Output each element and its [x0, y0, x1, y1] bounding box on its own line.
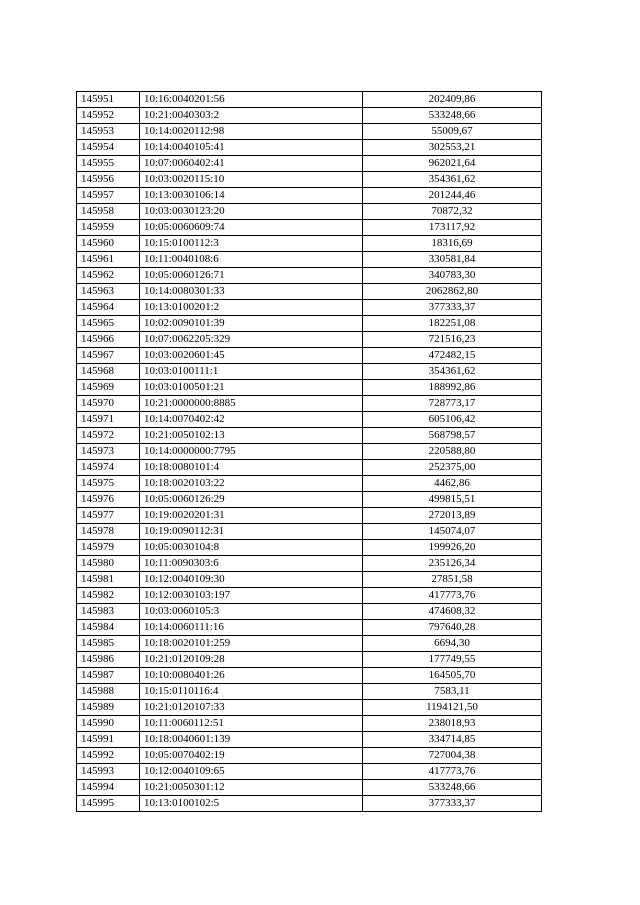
record-id-cell: 145966 — [77, 332, 140, 348]
record-id-cell: 145992 — [77, 748, 140, 764]
cadastral-number-cell: 10:15:0110116:4 — [140, 684, 363, 700]
cadastral-number-cell: 10:11:0040108:6 — [140, 252, 363, 268]
cadastral-number-cell: 10:12:0040109:65 — [140, 764, 363, 780]
cadastral-number-cell: 10:15:0100112:3 — [140, 236, 363, 252]
amount-cell: 164505,70 — [363, 668, 542, 684]
record-id-cell: 145960 — [77, 236, 140, 252]
cadastral-number-cell: 10:11:0090303:6 — [140, 556, 363, 572]
record-id-cell: 145974 — [77, 460, 140, 476]
table-row — [77, 380, 542, 396]
amount-cell: 330581,84 — [363, 252, 542, 268]
cadastral-number-cell: 10:05:0030104:8 — [140, 540, 363, 556]
record-id-cell: 145969 — [77, 380, 140, 396]
record-id-cell: 145968 — [77, 364, 140, 380]
cadastral-number-cell: 10:13:0100201:2 — [140, 300, 363, 316]
table-row — [77, 620, 542, 636]
record-id-cell: 145962 — [77, 268, 140, 284]
record-id-cell: 145956 — [77, 172, 140, 188]
table-row — [77, 300, 542, 316]
record-id-cell: 145982 — [77, 588, 140, 604]
amount-cell: 7583,11 — [363, 684, 542, 700]
record-id-cell: 145972 — [77, 428, 140, 444]
cadastral-number-cell: 10:10:0080401:26 — [140, 668, 363, 684]
table-row — [77, 412, 542, 428]
record-id-cell: 145978 — [77, 524, 140, 540]
amount-cell: 340783,30 — [363, 268, 542, 284]
record-id-cell: 145973 — [77, 444, 140, 460]
record-id-cell: 145994 — [77, 780, 140, 796]
table-row — [77, 604, 542, 620]
amount-cell: 18316,69 — [363, 236, 542, 252]
record-id-cell: 145980 — [77, 556, 140, 572]
records-table — [76, 91, 542, 812]
record-id-cell: 145985 — [77, 636, 140, 652]
table-row — [77, 220, 542, 236]
table-row — [77, 524, 542, 540]
table-row — [77, 124, 542, 140]
amount-cell: 199926,20 — [363, 540, 542, 556]
amount-cell: 499815,51 — [363, 492, 542, 508]
amount-cell: 202409,86 — [363, 92, 542, 108]
cadastral-number-cell: 10:03:0030123:20 — [140, 204, 363, 220]
record-id-cell: 145984 — [77, 620, 140, 636]
table-row — [77, 236, 542, 252]
table-row — [77, 364, 542, 380]
cadastral-number-cell: 10:14:0040105:41 — [140, 140, 363, 156]
amount-cell: 238018,93 — [363, 716, 542, 732]
table-row — [77, 540, 542, 556]
cadastral-number-cell: 10:13:0030106:14 — [140, 188, 363, 204]
amount-cell: 417773,76 — [363, 764, 542, 780]
table-row — [77, 252, 542, 268]
amount-cell: 173117,92 — [363, 220, 542, 236]
table-row — [77, 108, 542, 124]
record-id-cell: 145971 — [77, 412, 140, 428]
cadastral-number-cell: 10:03:0100501:21 — [140, 380, 363, 396]
cadastral-number-cell: 10:16:0040201:56 — [140, 92, 363, 108]
amount-cell: 568798,57 — [363, 428, 542, 444]
record-id-cell: 145976 — [77, 492, 140, 508]
cadastral-number-cell: 10:03:0020115:10 — [140, 172, 363, 188]
cadastral-number-cell: 10:13:0100102:5 — [140, 796, 363, 812]
record-id-cell: 145970 — [77, 396, 140, 412]
record-id-cell: 145975 — [77, 476, 140, 492]
amount-cell: 70872,32 — [363, 204, 542, 220]
record-id-cell: 145959 — [77, 220, 140, 236]
table-row — [77, 172, 542, 188]
amount-cell: 533248,66 — [363, 780, 542, 796]
amount-cell: 177749,55 — [363, 652, 542, 668]
amount-cell: 27851,58 — [363, 572, 542, 588]
record-id-cell: 145963 — [77, 284, 140, 300]
cadastral-number-cell: 10:03:0060105:3 — [140, 604, 363, 620]
amount-cell: 472482,15 — [363, 348, 542, 364]
amount-cell: 797640,28 — [363, 620, 542, 636]
amount-cell: 417773,76 — [363, 588, 542, 604]
cadastral-number-cell: 10:03:0100111:1 — [140, 364, 363, 380]
table-row — [77, 716, 542, 732]
amount-cell: 302553,21 — [363, 140, 542, 156]
table-row — [77, 732, 542, 748]
table-row — [77, 140, 542, 156]
cadastral-number-cell: 10:14:0060111:16 — [140, 620, 363, 636]
cadastral-number-cell: 10:18:0040601:139 — [140, 732, 363, 748]
table-row — [77, 460, 542, 476]
cadastral-number-cell: 10:05:0060126:71 — [140, 268, 363, 284]
record-id-cell: 145988 — [77, 684, 140, 700]
amount-cell: 354361,62 — [363, 364, 542, 380]
amount-cell: 605106,42 — [363, 412, 542, 428]
cadastral-number-cell: 10:21:0120109:28 — [140, 652, 363, 668]
cadastral-number-cell: 10:07:0060402:41 — [140, 156, 363, 172]
table-row — [77, 92, 542, 108]
table-row — [77, 764, 542, 780]
cadastral-number-cell: 10:14:0000000:7795 — [140, 444, 363, 460]
cadastral-number-cell: 10:19:0090112:31 — [140, 524, 363, 540]
record-id-cell: 145955 — [77, 156, 140, 172]
table-row — [77, 156, 542, 172]
record-id-cell: 145961 — [77, 252, 140, 268]
amount-cell: 6694,30 — [363, 636, 542, 652]
cadastral-number-cell: 10:07:0062205:329 — [140, 332, 363, 348]
cadastral-number-cell: 10:18:0020101:259 — [140, 636, 363, 652]
table-row — [77, 556, 542, 572]
record-id-cell: 145954 — [77, 140, 140, 156]
record-id-cell: 145987 — [77, 668, 140, 684]
record-id-cell: 145979 — [77, 540, 140, 556]
cadastral-number-cell: 10:05:0060126:29 — [140, 492, 363, 508]
table-row — [77, 700, 542, 716]
table-row — [77, 204, 542, 220]
amount-cell: 2062862,80 — [363, 284, 542, 300]
table-row — [77, 332, 542, 348]
amount-cell: 188992,86 — [363, 380, 542, 396]
amount-cell: 377333,37 — [363, 796, 542, 812]
cadastral-number-cell: 10:03:0020601:45 — [140, 348, 363, 364]
cadastral-number-cell: 10:21:0000000:8885 — [140, 396, 363, 412]
cadastral-number-cell: 10:05:0060609:74 — [140, 220, 363, 236]
cadastral-number-cell: 10:14:0080301:33 — [140, 284, 363, 300]
amount-cell: 727004,38 — [363, 748, 542, 764]
table-row — [77, 444, 542, 460]
amount-cell: 1194121,50 — [363, 700, 542, 716]
amount-cell: 474608,32 — [363, 604, 542, 620]
cadastral-number-cell: 10:02:0090101:39 — [140, 316, 363, 332]
record-id-cell: 145977 — [77, 508, 140, 524]
amount-cell: 4462,86 — [363, 476, 542, 492]
cadastral-number-cell: 10:19:0020201:31 — [140, 508, 363, 524]
amount-cell: 252375,00 — [363, 460, 542, 476]
record-id-cell: 145995 — [77, 796, 140, 812]
table-row — [77, 508, 542, 524]
table-row — [77, 316, 542, 332]
record-id-cell: 145993 — [77, 764, 140, 780]
amount-cell: 377333,37 — [363, 300, 542, 316]
table-row — [77, 188, 542, 204]
table-row — [77, 668, 542, 684]
record-id-cell: 145964 — [77, 300, 140, 316]
cadastral-number-cell: 10:21:0050301:12 — [140, 780, 363, 796]
amount-cell: 272013,89 — [363, 508, 542, 524]
amount-cell: 182251,08 — [363, 316, 542, 332]
table-row — [77, 396, 542, 412]
table-row — [77, 636, 542, 652]
table-row — [77, 268, 542, 284]
cadastral-number-cell: 10:12:0040109:30 — [140, 572, 363, 588]
record-id-cell: 145991 — [77, 732, 140, 748]
amount-cell: 220588,80 — [363, 444, 542, 460]
record-id-cell: 145952 — [77, 108, 140, 124]
amount-cell: 533248,66 — [363, 108, 542, 124]
record-id-cell: 145967 — [77, 348, 140, 364]
table-row — [77, 476, 542, 492]
record-id-cell: 145983 — [77, 604, 140, 620]
record-id-cell: 145951 — [77, 92, 140, 108]
table-row — [77, 796, 542, 812]
record-id-cell: 145981 — [77, 572, 140, 588]
amount-cell: 354361,62 — [363, 172, 542, 188]
table-row — [77, 588, 542, 604]
cadastral-number-cell: 10:18:0020103:22 — [140, 476, 363, 492]
table-row — [77, 652, 542, 668]
table-row — [77, 348, 542, 364]
cadastral-number-cell: 10:12:0030103:197 — [140, 588, 363, 604]
table-row — [77, 428, 542, 444]
cadastral-number-cell: 10:05:0070402:19 — [140, 748, 363, 764]
record-id-cell: 145957 — [77, 188, 140, 204]
table-row — [77, 780, 542, 796]
cadastral-number-cell: 10:21:0120107:33 — [140, 700, 363, 716]
amount-cell: 334714,85 — [363, 732, 542, 748]
amount-cell: 721516,23 — [363, 332, 542, 348]
record-id-cell: 145965 — [77, 316, 140, 332]
record-id-cell: 145986 — [77, 652, 140, 668]
amount-cell: 962021,64 — [363, 156, 542, 172]
record-id-cell: 145989 — [77, 700, 140, 716]
table-row — [77, 572, 542, 588]
table-body — [77, 92, 542, 812]
cadastral-number-cell: 10:21:0040303:2 — [140, 108, 363, 124]
amount-cell: 145074,07 — [363, 524, 542, 540]
amount-cell: 235126,34 — [363, 556, 542, 572]
cadastral-number-cell: 10:14:0070402:42 — [140, 412, 363, 428]
table-row — [77, 492, 542, 508]
table-row — [77, 684, 542, 700]
amount-cell: 55009,67 — [363, 124, 542, 140]
amount-cell: 728773,17 — [363, 396, 542, 412]
cadastral-number-cell: 10:18:0080101:4 — [140, 460, 363, 476]
amount-cell: 201244,46 — [363, 188, 542, 204]
table-row — [77, 748, 542, 764]
cadastral-number-cell: 10:21:0050102:13 — [140, 428, 363, 444]
cadastral-number-cell: 10:11:0060112:51 — [140, 716, 363, 732]
table-row — [77, 284, 542, 300]
cadastral-number-cell: 10:14:0020112:98 — [140, 124, 363, 140]
record-id-cell: 145958 — [77, 204, 140, 220]
record-id-cell: 145990 — [77, 716, 140, 732]
record-id-cell: 145953 — [77, 124, 140, 140]
